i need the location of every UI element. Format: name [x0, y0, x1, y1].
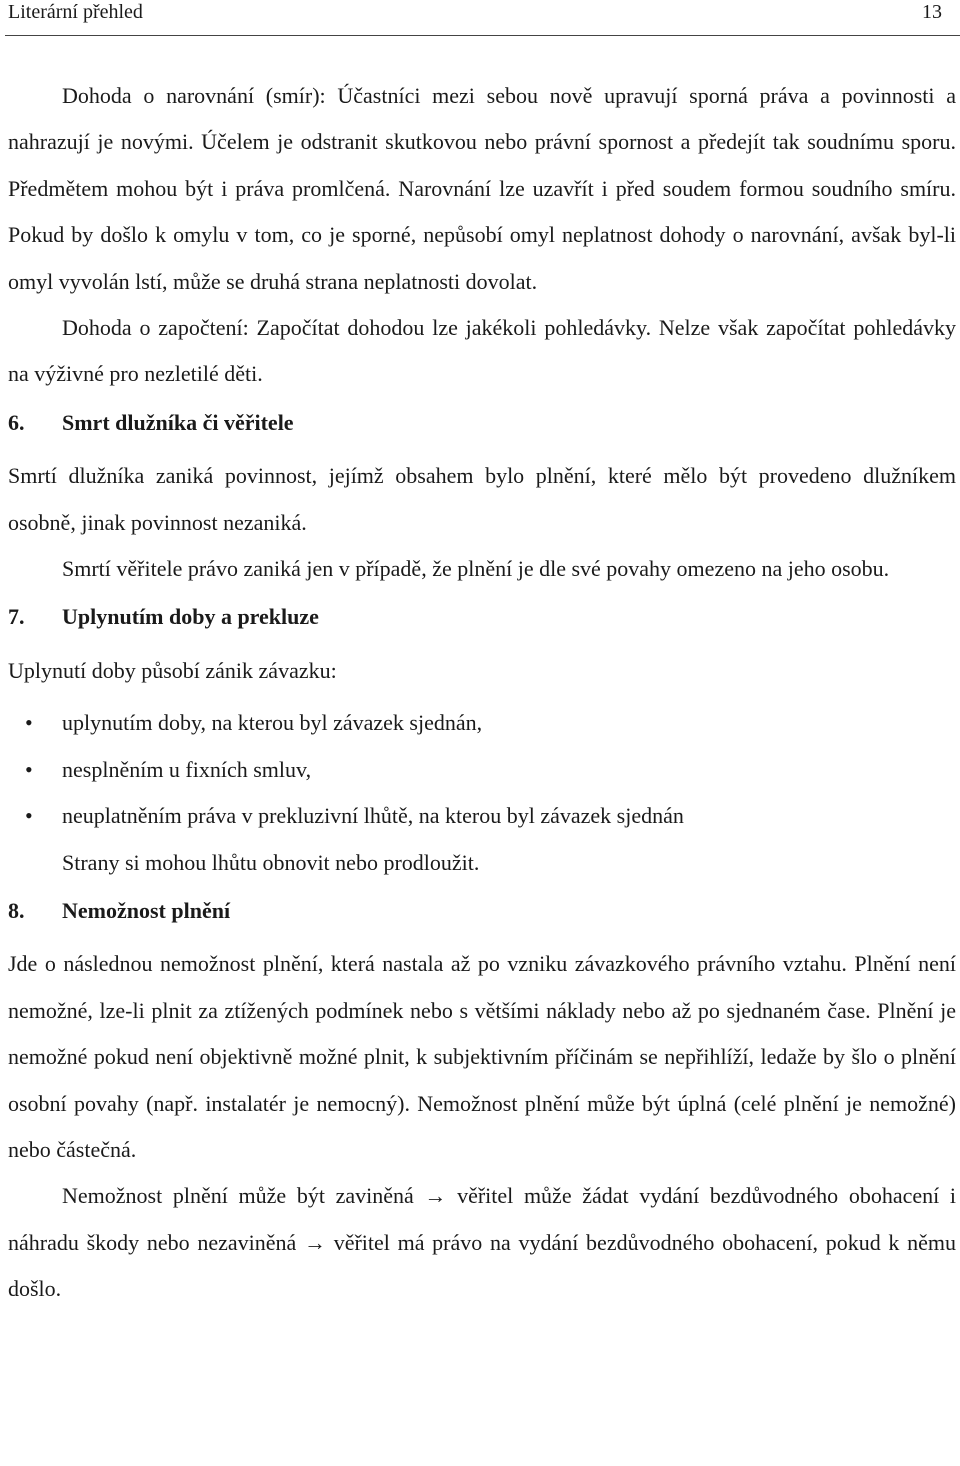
list-item	[8, 700, 956, 746]
paragraph-narovnani: Dohoda o narovnání (smír): Účastníci mezi sebou nově upravují sporná práva a povinnosti a nahrazují je novými. Účelem je odstranit skutkovou nebo právní spornost a předejít tak soudnímu sporu. Předmětem mohou být i práva promlčená. Narovnání lze uzavřít i před soudem formou soudního smíru. Pokud by došlo k omylu v tom, co je sporné, nepůsobí omyl neplatnost dohody o narovnání, avšak byl-li omyl vyvolán lstí, může se druhá strana neplatnosti dovolat.	[8, 83, 956, 294]
page-header	[8, 0, 944, 26]
section-7-heading	[8, 594, 956, 640]
section-6-paragraph-1: Smrtí dlužníka zaniká povinnost, jejímž obsahem bylo plnění, které mělo být provedeno dlužníkem osobně, jinak povinnost nezaniká.	[8, 463, 956, 535]
section-7-intro: Uplynutí doby působí zánik závazku:	[8, 657, 337, 683]
section-7-note: Strany si mohou lhůtu obnovit nebo prodloužit.	[62, 849, 480, 875]
bullet-icon: •	[25, 710, 33, 736]
list-item-text: nesplněním u fixních smluv,	[62, 756, 312, 782]
list-item-text: neuplatněním práva v prekluzivní lhůtě, na kterou byl závazek sjednán	[62, 803, 684, 829]
section-8-number: 8.	[8, 897, 25, 923]
section-8-paragraph-2: Nemožnost plnění může být zaviněná → věřitel může žádat vydání bezdůvodného obohacení i náhradu škody nebo nezaviněná → věřitel má právo na vydání bezdůvodného obohacení, pokud k němu došlo.	[8, 1183, 956, 1302]
section-7-title: Uplynutím doby a prekluze	[62, 604, 319, 630]
section-6-title: Smrt dlužníka či věřitele	[62, 409, 294, 435]
section-8-title: Nemožnost plnění	[62, 897, 231, 923]
header-title: Literární přehled	[8, 1, 143, 23]
section-7-number: 7.	[8, 604, 25, 630]
section-6-number: 6.	[8, 409, 25, 435]
bullet-icon: •	[25, 803, 33, 829]
document-body	[8, 73, 956, 1313]
paragraph-zapocteni: Dohoda o započtení: Započítat dohodou lze jakékoli pohledávky. Nelze však započítat pohledávky na výživné pro nezletilé děti.	[8, 315, 956, 387]
section-6-heading	[8, 400, 956, 446]
list-item	[8, 793, 956, 839]
list-item-text: uplynutím doby, na kterou byl závazek sjednán,	[62, 710, 483, 736]
section-8-heading	[8, 888, 956, 934]
section-8-paragraph-1: Jde o následnou nemožnost plnění, která nastala až po vzniku závazkového právního vztahu. Plnění není nemožné, lze-li plnit za ztížených podmínek nebo s většími náklady nebo až po sjednaném čase. Plnění je nemožné pokud není objektivně možné plnit, k subjektivním příčinám se nepřihlíží, ledaže by šlo o plnění osobní povahy (např. instalatér je nemocný). Nemožnost plnění může být úplná (celé plnění je nemožné) nebo částečná.	[8, 951, 956, 1162]
page-number: 13	[922, 1, 942, 23]
header-divider	[5, 35, 960, 36]
section-7-list	[8, 700, 956, 839]
bullet-icon: •	[25, 756, 33, 782]
section-6-paragraph-2: Smrtí věřitele právo zaniká jen v případě, že plnění je dle své povahy omezeno na jeho osobu.	[62, 556, 890, 582]
list-item	[8, 747, 956, 793]
